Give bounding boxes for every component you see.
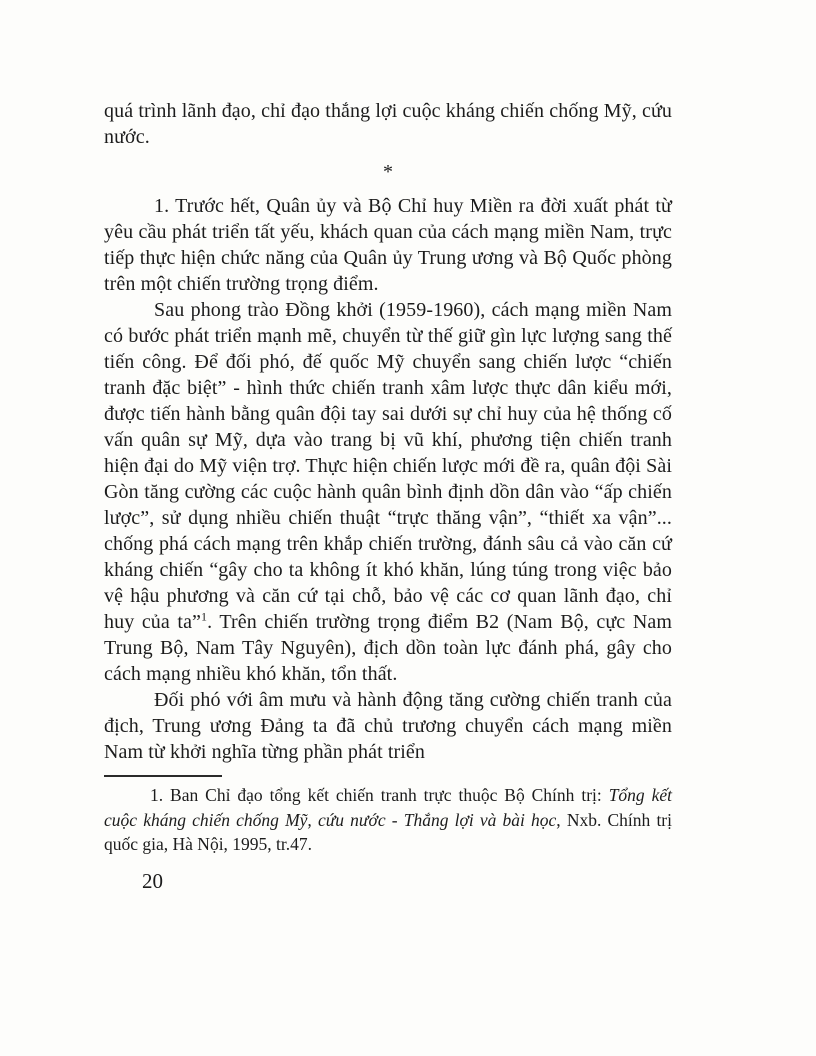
- paragraph-2-text: Sau phong trào Đồng khởi (1959-1960), cách mạng miền Nam có bước phát triển mạnh mẽ, chuyển từ thế giữ gìn lực lượng sang thế tiến công. Để đối phó, đế quốc Mỹ chuyển sang chiến lược “chiến tranh đặc biệt” - hình thức chiến tranh xâm lược thực dân kiểu mới, được tiến hành bằng quân đội tay sai dưới sự chỉ huy của hệ thống cố vấn quân sự Mỹ, dựa vào trang bị vũ khí, phương tiện chiến tranh hiện đại do Mỹ viện trợ. Thực hiện chiến lược mới đề ra, quân đội Sài Gòn tăng cường các cuộc hành quân bình định dồn dân vào “ấp chiến lược”, sử dụng nhiều chiến thuật “trực thăng vận”, “thiết xa vận”... chống phá cách mạng trên khắp chiến trường, đánh sâu cả vào căn cứ kháng chiến “gây cho ta không ít khó khăn, lúng túng trong việc bảo vệ hậu phương và căn cứ tại chỗ, bảo vệ các cơ quan lãnh đạo, chỉ huy của ta”: [104, 299, 672, 633]
- footnote-1: [104, 783, 672, 857]
- paragraph-3: Đối phó với âm mưu và hành động tăng cường chiến tranh của địch, Trung ương Đảng ta đã chủ trương chuyển cách mạng miền Nam từ khởi nghĩa từng phần phát triển: [104, 689, 672, 763]
- paragraph-1: 1. Trước hết, Quân ủy và Bộ Chỉ huy Miền ra đời xuất phát từ yêu cầu phát triển tất yếu, khách quan của cách mạng miền Nam, trực tiếp thực hiện chức năng của Quân ủy Trung ương và Bộ Quốc phòng trên một chiến trường trọng điểm.: [104, 195, 672, 295]
- paragraph-continuation: quá trình lãnh đạo, chỉ đạo thắng lợi cuộc kháng chiến chống Mỹ, cứu nước.: [104, 100, 672, 148]
- footnote-1-lead: 1. Ban Chỉ đạo tổng kết chiến tranh trực thuộc Bộ Chính trị:: [150, 785, 609, 805]
- paragraph-2-text-after-note: . Trên chiến trường trọng điểm B2 (Nam Bộ, cực Nam Trung Bộ, Nam Tây Nguyên), địch dồn toàn lực đánh phá, gây cho cách mạng nhiều khó khăn, tổn thất.: [104, 611, 672, 685]
- footnote-1-tail: , Nxb. Chính trị quốc gia, Hà Nội, 1995, tr.47.: [104, 809, 672, 854]
- footnote-reference-1: 1: [201, 609, 208, 624]
- footnote-separator-rule: [104, 775, 222, 777]
- footnote-1-work-title: Tổng kết cuộc kháng chiến chống Mỹ, cứu nước - Thắng lợi và bài học: [104, 785, 672, 830]
- page-number: 20: [142, 868, 163, 893]
- paragraph-2: [104, 297, 672, 687]
- section-divider-star: *: [383, 161, 393, 183]
